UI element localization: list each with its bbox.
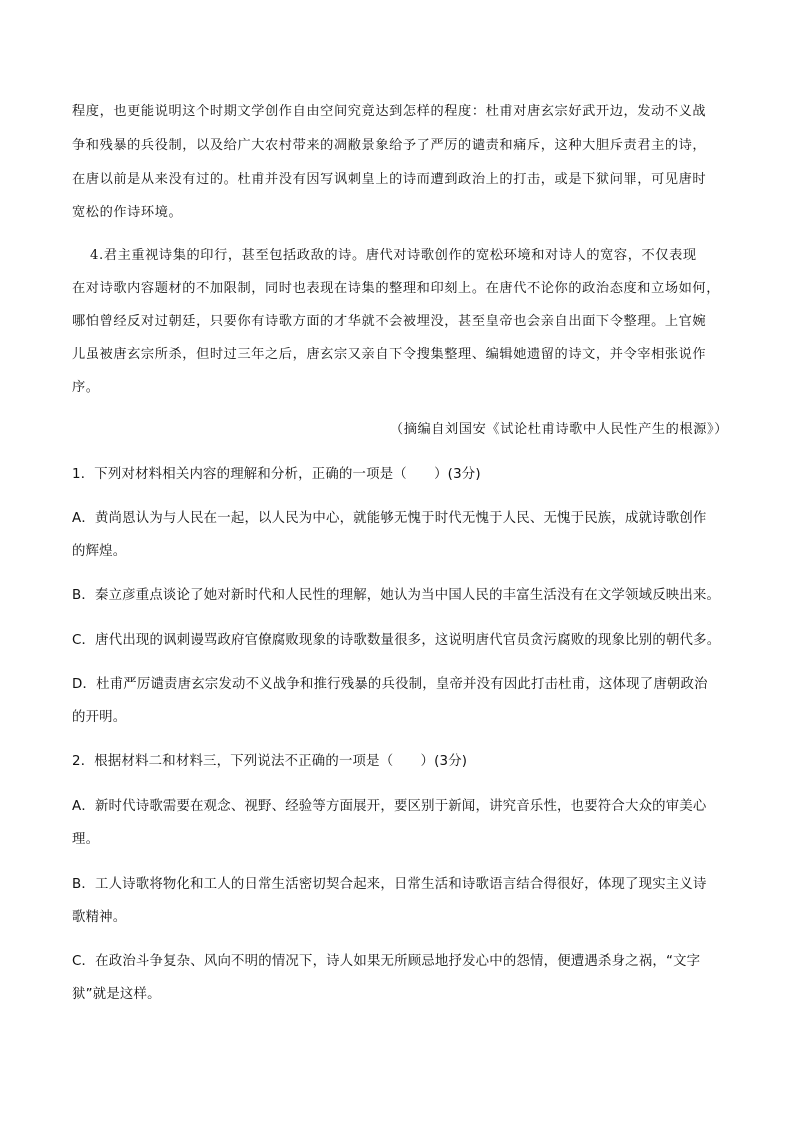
question-1-stem: 1．下列对材料相关内容的理解和分析，正确的一项是（ ）(3分): [72, 467, 481, 482]
q1-option-d-cont: 的开明。: [72, 710, 127, 725]
q2-option-c: C．在政治斗争复杂、风向不明的情况下，诗人如果无所顾忌地抒发心中的怨情，便遭遇杀身之祸，“文字: [72, 954, 701, 969]
q2-option-a-cont: 理。: [72, 832, 100, 847]
q1-option-c: C．唐代出现的讽刺谩骂政府官僚腐败现象的诗歌数量很多，这说明唐代官员贪污腐败的现象比别的朝代多。: [72, 633, 721, 648]
q2-option-b-cont: 歌精神。: [72, 910, 127, 925]
passage-line: 程度，也更能说明这个时期文学创作自由空间究竟达到怎样的程度：杜甫对唐玄宗好武开边，发动不义战: [72, 104, 707, 119]
source-citation: （摘编自刘国安《试论杜甫诗歌中人民性产生的根源》）: [389, 422, 728, 437]
q1-option-a-cont: 的辉煌。: [72, 544, 127, 559]
q1-option-a: A．黄尚恩认为与人民在一起，以人民为中心，就能够无愧于时代无愧于人民、无愧于民族，成就诗歌创作: [72, 511, 707, 526]
q2-option-c-cont: 狱”就是这样。: [72, 987, 161, 1002]
q1-option-b: B．秦立彦重点谈论了她对新时代和人民性的理解，她认为当中国人民的丰富生活没有在文学领域反映出来。: [72, 588, 721, 603]
passage-line: 争和残暴的兵役制，以及给广大农村带来的凋敝景象给予了严厉的谴责和痛斥，这种大胆斥责君主的诗，: [72, 138, 707, 153]
q2-option-a: A．新时代诗歌需要在观念、视野、经验等方面展开，要区别于新闻，讲究音乐性，也要符合大众的审美心: [72, 799, 707, 814]
passage-line: 哪怕曾经反对过朝廷，只要你有诗歌方面的才华就不会被埋没，甚至皇帝也会亲自出面下令整理。上官婉: [72, 314, 707, 329]
q2-option-b: B．工人诗歌将物化和工人的日常生活密切契合起来，日常生活和诗歌语言结合得很好，体现了现实主义诗: [72, 877, 707, 892]
passage-line: 在对诗歌内容题材的不加限制，同时也表现在诗集的整理和印刻上。在唐代不论你的政治态度和立场如何，: [72, 281, 721, 296]
passage-line: 儿虽被唐玄宗所杀，但时过三年之后，唐玄宗又亲自下令搜集整理、编辑她遗留的诗文，并令宰相张说作: [72, 347, 707, 362]
passage-line: 序。: [72, 380, 100, 395]
passage-line: 4.君主重视诗集的印行，甚至包括政敌的诗。唐代对诗歌创作的宽松环境和对诗人的宽容，不仅表现: [90, 248, 697, 263]
passage-line: 宽松的作诗环境。: [72, 205, 183, 220]
question-2-stem: 2．根据材料二和材料三，下列说法不正确的一项是（ ）(3分): [72, 754, 468, 769]
q1-option-d: D．杜甫严厉谴责唐玄宗发动不义战争和推行残暴的兵役制，皇帝并没有因此打击杜甫，这体现了唐朝政治: [72, 677, 708, 692]
passage-line: 在唐以前是从来没有过的。杜甫并没有因写讽刺皇上的诗而遭到政治上的打击，或是下狱问罪，可见唐时: [72, 172, 707, 187]
